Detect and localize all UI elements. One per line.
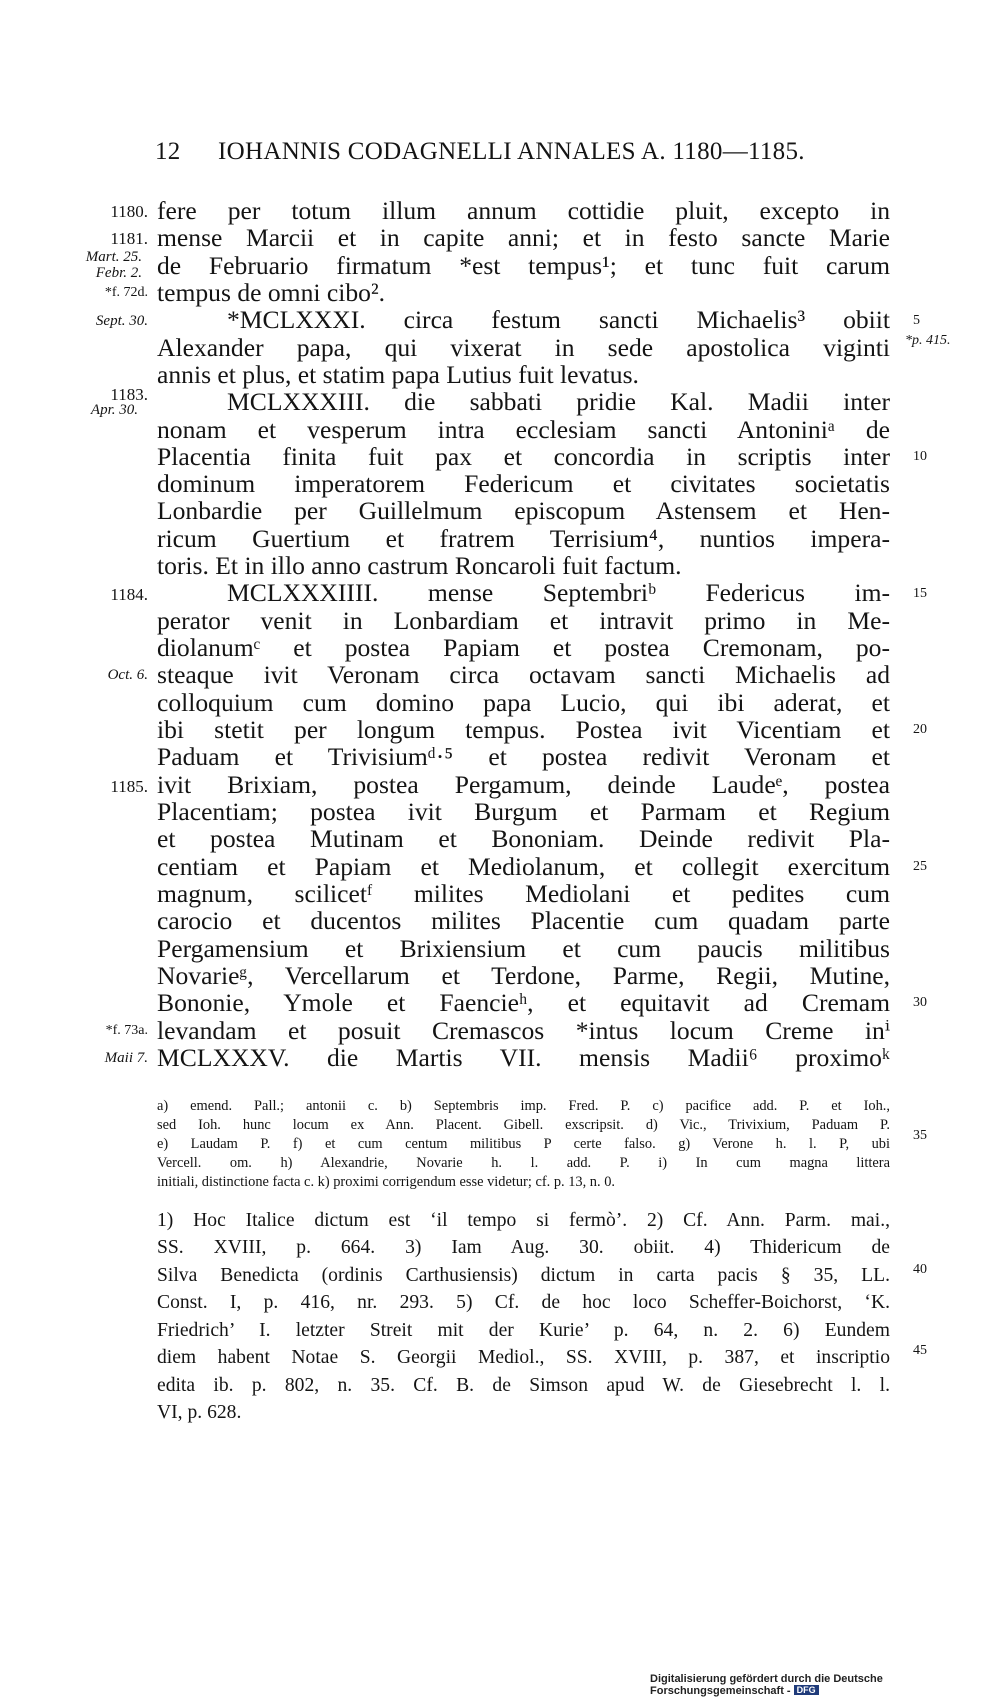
margin-date: Febr. 2. <box>95 265 142 281</box>
margin-year: 1180. <box>110 202 148 221</box>
funding-note <box>650 1673 1000 1697</box>
critical-note: Vercell. om. h) Alexandrie, Novarie h. l. add. P. i) In cum magna littera <box>157 1155 890 1171</box>
text-line: ibi stetit per longum tempus. Postea ivit Vicentiam et <box>157 715 890 744</box>
text-line: *MCLXXXI. circa festum sancti Michaelis³ obiit <box>227 305 890 334</box>
text-line: Placentiam; postea ivit Burgum et Parmam et Regium <box>157 797 890 826</box>
text-line: MCLXXXV. die Martis VII. mensis Madii⁶ proximoᵏ <box>157 1043 890 1072</box>
footnote-line: SS. XVIII, p. 664. 3) Iam Aug. 30. obiit. 4) Thidericum de <box>157 1237 890 1258</box>
text-line: Lonbardie per Guillelmum episcopum Astensem et Hen- <box>157 496 890 525</box>
text-line: diolanumᶜ et postea Papiam et postea Cremonam, po- <box>157 633 890 662</box>
line-number: 25 <box>913 859 927 874</box>
text-line: perator venit in Lonbardiam et intravit primo in Me- <box>157 606 890 635</box>
footnote-line: 1) Hoc Italice dictum est ‘il tempo si fermò’. 2) Cf. Ann. Parm. mai., <box>157 1210 890 1231</box>
line-number: 30 <box>913 995 927 1010</box>
margin-date: Maii 7. <box>104 1050 148 1066</box>
critical-note: initiali, distinctione facta c. k) proximi corrigendum esse videtur; cf. p. 13, n. 0. <box>157 1174 615 1190</box>
text-line: mense Marcii et in capite anni; et in festo sancte Marie <box>157 223 890 252</box>
text-line: colloquium cum domino papa Lucio, qui ibi aderat, et <box>157 688 890 717</box>
margin-date: Mart. 25. <box>85 249 142 265</box>
critical-note: a) emend. Pall.; antonii c. b) Septembris imp. Fred. P. c) pacifice add. P. et Ioh., <box>157 1098 890 1114</box>
line-number: 15 <box>913 586 927 601</box>
footnote-line: VI, p. 628. <box>157 1402 242 1423</box>
margin-folio: *f. 73a. <box>105 1023 148 1038</box>
margin-date: Sept. 30. <box>95 313 148 329</box>
line-number: 45 <box>913 1343 927 1358</box>
text-line: Placentia finita fuit pax et concordia in scriptis inter <box>157 442 890 471</box>
page-number: 12 <box>155 138 181 165</box>
margin-year: 1184. <box>110 585 148 604</box>
running-title: IOHANNIS CODAGNELLI ANNALES A. 1180—1185. <box>218 138 805 165</box>
margin-year: 1183. <box>110 385 148 404</box>
funding-text: Digitalisierung gefördert durch die Deutsche Forschungsgemeinschaft - <box>650 1673 883 1697</box>
text-line: nonam et vesperum intra ecclesiam sancti Antoniniᵃ de <box>157 415 890 444</box>
margin-year: 1185. <box>110 777 148 796</box>
text-line: ivit Brixiam, postea Pergamum, deinde Laudeᵉ, postea <box>157 770 890 799</box>
margin-date: Oct. 6. <box>107 667 148 683</box>
line-number: 20 <box>913 722 927 737</box>
text-line: centiam et Papiam et Mediolanum, et collegit exercitum <box>157 852 890 881</box>
text-line: steaque ivit Veronam circa octavam sancti Michaelis ad <box>157 660 890 689</box>
running-header <box>155 138 855 166</box>
text-line: MCLXXXIIII. mense Septembriᵇ Federicus im- <box>227 578 890 607</box>
margin-year: 1181. <box>110 229 148 248</box>
line-number: 10 <box>913 449 927 464</box>
text-line: carocio et ducentos milites Placentie cum quadam parte <box>157 906 890 935</box>
text-line: Novarieᵍ, Vercellarum et Terdone, Parme, Regii, Mutine, <box>157 961 890 990</box>
text-line: MCLXXXIII. die sabbati pridie Kal. Madii inter <box>227 387 890 416</box>
margin-date: Apr. 30. <box>90 402 138 418</box>
line-number: 5 <box>913 313 920 328</box>
text-line: annis et plus, et statim papa Lutius fuit levatus. <box>157 360 639 389</box>
line-number: 40 <box>913 1262 927 1277</box>
text-line: Pergamensium et Brixiensium et cum paucis militibus <box>157 934 890 963</box>
text-line: toris. Et in illo anno castrum Roncaroli fuit factum. <box>157 551 682 580</box>
footnote-line: Silva Benedicta (ordinis Carthusiensis) dictum in carta pacis § 35, LL. <box>157 1265 890 1286</box>
text-line: Bononie, Ymole et Faencieʰ, et equitavit ad Cremam <box>157 988 890 1017</box>
dfg-logo: DFG <box>794 1685 819 1695</box>
text-line: et postea Mutinam et Bononiam. Deinde redivit Pla- <box>157 824 890 853</box>
footnote-line: diem habent Notae S. Georgii Mediol., SS. XVIII, p. 387, et inscriptio <box>157 1347 890 1368</box>
footnote-line: Friedrich’ I. letzter Streit mit der Kurie’ p. 64, n. 2. 6) Eundem <box>157 1320 890 1341</box>
text-line: fere per totum illum annum cottidie pluit, excepto in <box>157 196 890 225</box>
text-line: Alexander papa, qui vixerat in sede apostolica viginti <box>157 333 890 362</box>
text-line: magnum, scilicetᶠ milites Mediolani et pedites cum <box>157 879 890 908</box>
text-line: ricum Guertium et fratrem Terrisium⁴, nuntios impera- <box>157 524 890 553</box>
margin-folio: *f. 72d. <box>104 285 148 300</box>
critical-note: e) Laudam P. f) et cum centum militibus P certe falso. g) Verone h. l. P, ubi <box>157 1136 890 1152</box>
page-reference: *p. 415. <box>905 333 951 348</box>
text-line: tempus de omni cibo². <box>157 278 386 307</box>
critical-note: sed Ioh. hunc locum ex Ann. Placent. Gibell. exscripsit. d) Vic., Trivixium, Paduam P. <box>157 1117 890 1133</box>
footnote-line: Const. I, p. 416, nr. 293. 5) Cf. de hoc loco Scheffer-Boichorst, ‘K. <box>157 1292 890 1313</box>
text-line: levandam et posuit Cremascos *intus locum Creme inⁱ <box>157 1016 890 1045</box>
footnote-line: edita ib. p. 802, n. 35. Cf. B. de Simson apud W. de Giesebrecht l. l. <box>157 1375 890 1396</box>
line-number: 35 <box>913 1128 927 1143</box>
text-line: dominum imperatorem Federicum et civitates societatis <box>157 469 890 498</box>
text-line: Paduam et Trivisiumᵈ·⁵ et postea redivit Veronam et <box>157 742 890 771</box>
text-line: de Februario firmatum *est tempus¹; et tunc fuit carum <box>157 251 890 280</box>
